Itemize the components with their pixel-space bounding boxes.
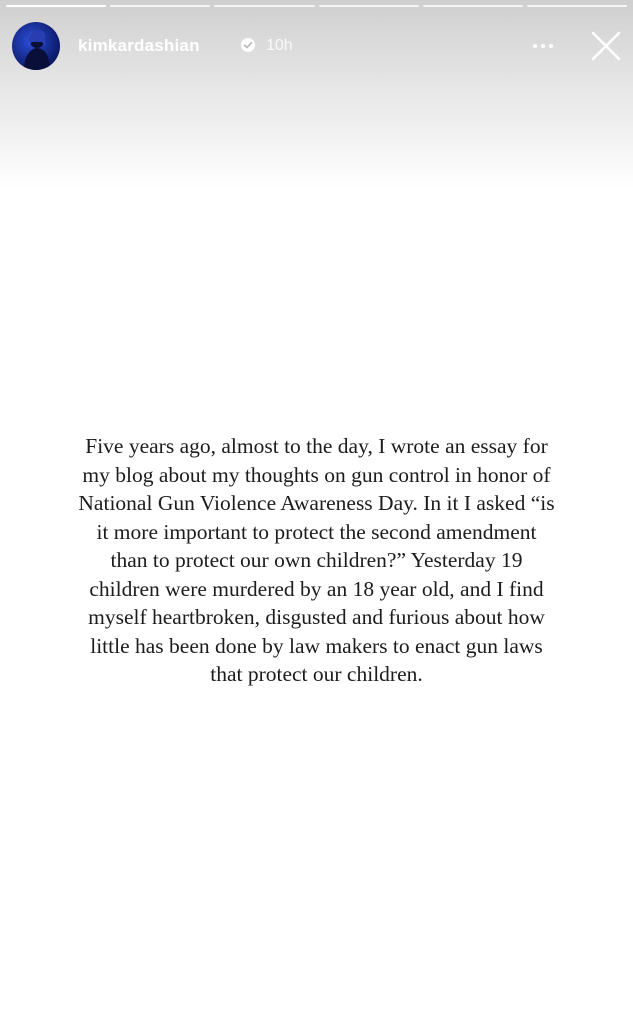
progress-segment xyxy=(110,5,210,7)
progress-segment xyxy=(319,5,419,7)
progress-segment xyxy=(423,5,523,7)
progress-segment xyxy=(214,5,314,7)
story-text-line: it more important to protect the second amendment xyxy=(96,519,537,544)
story-text-line: that protect our children. xyxy=(210,662,423,686)
close-icon[interactable] xyxy=(586,26,626,66)
progress-segment xyxy=(6,5,106,7)
username-link[interactable]: kimkardashian xyxy=(78,36,200,55)
story-text-line: little has been done by law makers to enact gun laws xyxy=(90,633,543,658)
story-text-line: Five years ago, almost to the day, I wrote an essay for xyxy=(85,434,548,458)
story-text xyxy=(22,432,611,689)
profile-avatar[interactable] xyxy=(12,22,60,70)
story-text-line: myself heartbroken, disgusted and furious about how xyxy=(88,605,545,629)
progress-segment xyxy=(527,5,627,7)
more-dots-icon xyxy=(533,44,537,48)
story-text-line: National Gun Violence Awareness Day. In it I asked “is xyxy=(78,491,555,515)
story-text-line: children were murdered by an 18 year old, and I find xyxy=(89,576,544,601)
verified-badge-icon xyxy=(240,37,256,53)
story-header xyxy=(0,18,633,74)
story-text-line: my blog about my thoughts on gun control in honor of xyxy=(82,462,551,487)
more-dots-icon xyxy=(541,44,545,48)
story-timestamp: 10h xyxy=(266,37,293,54)
more-dots-icon xyxy=(549,44,553,48)
story-progress-bar xyxy=(6,5,627,7)
story-text-line: than to protect our own children?” Yesterday 19 xyxy=(110,548,523,572)
more-options-button[interactable] xyxy=(526,34,560,58)
